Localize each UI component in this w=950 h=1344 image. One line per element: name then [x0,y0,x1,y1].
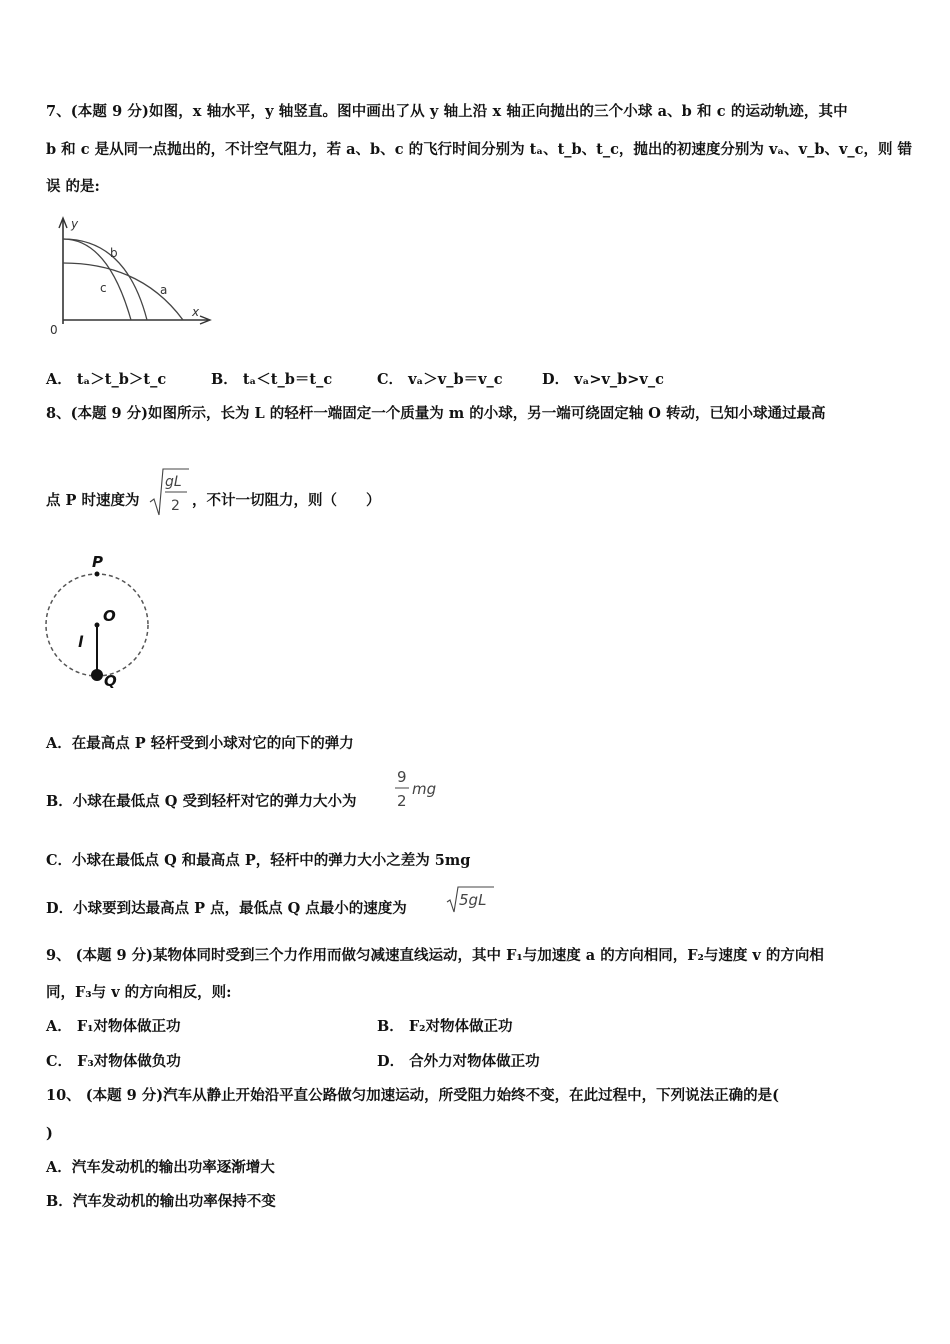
q7-stem-line3 [46,177,100,197]
q7-label-x: x [192,305,200,319]
q8-stem-line2b: ，不计一切阻力，则（ ） [192,492,381,509]
q8-option-d[interactable]: D．小球要到达最高点 P 点，最低点 Q 点最小的速度为 [46,900,407,917]
q8-option-a[interactable]: A．在最高点 P 轻杆受到小球对它的向下的弹力 [46,735,354,752]
q7-option-c[interactable] [377,370,503,390]
q7-label-c: c [100,281,107,295]
q9-option-b-text: F₂对物体做正功 [408,1018,513,1035]
q7-option-a[interactable] [46,370,166,390]
q8-sqrt-gl-over-2 [148,466,190,518]
q7-label-a: a [160,283,168,297]
q8-circle-figure [40,548,158,690]
q8-sqrt-denominator: 2 [171,498,180,514]
q7-option-a-letter: A． [46,371,72,388]
q8-option-b[interactable]: B．小球在最低点 Q 受到轻杆对它的弹力大小为 [46,793,357,810]
q7-option-d-text: vₐ>v_b>v_c [574,371,664,388]
q8-option-b-fraction [393,766,441,812]
q7-label-origin: 0 [50,323,58,337]
q10-stem-line2: ) [46,1125,53,1142]
q8-sqrt-numerator: gL [165,474,182,490]
q9-stem-line2: 同，F₃与 v 的方向相反，则: [46,984,232,1001]
q7-label-b: b [110,246,118,260]
q9-option-d-text: 合外力对物体做正功 [409,1053,540,1070]
q7-label-y: y [71,217,79,231]
q7-option-b-text: tₐ＜t_b＝t_c [242,371,333,388]
q9-option-a-text: F₁对物体做正功 [76,1018,181,1035]
q9-option-b[interactable] [377,1017,512,1037]
q8-ball-q [91,669,103,681]
q8-option-b-numerator: 9 [397,768,407,786]
q7-stem-line2: b 和 c 是从同一点抛出的，不计空气阻力，若 a、b、c 的飞行时间分别为 tₐ、t_b、t_c，抛出的初速度分别为 vₐ、v_b、v_c，则 错 [46,141,913,158]
q7-option-b-letter: B． [211,371,238,388]
q9-option-d[interactable] [377,1052,540,1072]
q7-option-c-text: vₐ＞v_b＝v_c [408,371,503,388]
q9-stem-line1: 9、 (本题 9 分)某物体同时受到三个力作用而做匀减速直线运动，其中 F₁与加速度 a 的方向相同，F₂与速度 v 的方向相 [46,947,824,964]
q8-option-d-sqrt [446,884,496,914]
q7-option-d-letter: D． [542,371,570,388]
q9-option-d-letter: D． [377,1053,405,1070]
q7-option-c-letter: C． [377,371,404,388]
q7-trajectory-figure [46,212,216,338]
q7-trajectory-b [63,239,147,320]
q7-option-b[interactable] [211,370,332,390]
q10-option-b[interactable]: B．汽车发动机的输出功率保持不变 [46,1193,276,1210]
q7-stem-line3-text: 误 的是: [46,178,100,195]
q8-label-q: Q [104,672,117,690]
q8-option-c[interactable]: C．小球在最低点 Q 和最高点 P，轻杆中的弹力大小之差为 5mg [46,852,471,869]
q8-option-d-radicand: 5gL [459,891,487,909]
q8-label-o: O [103,607,116,625]
q7-option-a-text: tₐ＞t_b＞t_c [76,371,167,388]
q9-option-b-letter: B． [377,1018,404,1035]
q10-option-a[interactable]: A．汽车发动机的输出功率逐渐增大 [46,1159,275,1176]
q7-option-d[interactable] [542,370,664,390]
q8-stem-line2a: 点 P 时速度为 [46,492,140,509]
q10-stem-line1: 10、 (本题 9 分)汽车从静止开始沿平直公路做匀加速运动，所受阻力始终不变，在此过程中，下列说法正确的是( [46,1087,779,1104]
q8-option-b-denominator: 2 [397,792,407,810]
q8-label-p: P [92,553,103,571]
q9-option-c-text: F₃对物体做负功 [77,1053,181,1070]
q9-option-c-letter: C． [46,1053,73,1070]
q9-option-a[interactable] [46,1017,180,1037]
q8-label-l: l [78,633,84,651]
q9-option-c[interactable] [46,1052,181,1072]
q8-option-b-mg: mg [412,780,437,798]
q9-option-a-letter: A． [46,1018,72,1035]
q8-stem-line1: 8、(本题 9 分)如图所示，长为 L 的轻杆一端固定一个质量为 m 的小球，另一端可绕固定轴 O 转动，已知小球通过最高 [46,405,826,422]
q8-point-p [95,572,100,577]
q7-trajectory-c [63,239,131,320]
q7-stem-line1: 7、(本题 9 分)如图，x 轴水平，y 轴竖直。图中画出了从 y 轴上沿 x 轴正向抛出的三个小球 a、b 和 c 的运动轨迹，其中 [46,103,848,120]
